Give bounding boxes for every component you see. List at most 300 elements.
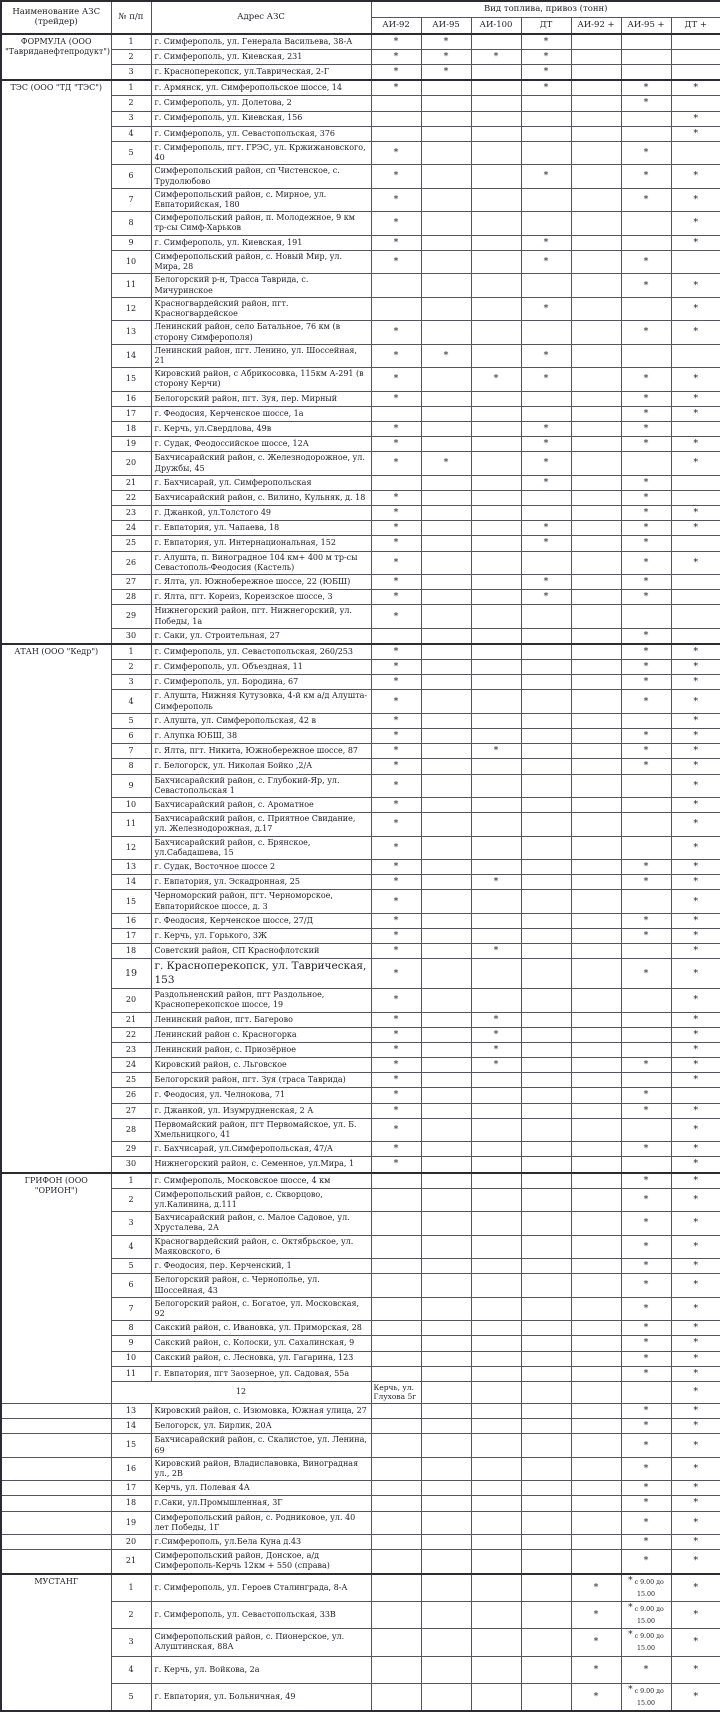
header-fuel-ai95: АИ-95	[421, 17, 471, 33]
fuel-cell	[471, 959, 521, 989]
fuel-cell: *	[371, 1073, 421, 1088]
fuel-cell	[421, 1381, 471, 1403]
fuel-cell	[421, 774, 471, 797]
station-address: г. Красноперекопск, ул. Таврическая, 153	[151, 959, 371, 989]
station-address: г. Симферополь, ул. Генерала Васильева, 38-А	[151, 34, 371, 50]
row-number: 12	[111, 1381, 371, 1403]
fuel-cell	[471, 422, 521, 437]
row-number: 26	[111, 1088, 151, 1103]
fuel-cell: *	[621, 1419, 671, 1434]
fuel-cell	[571, 65, 621, 81]
fuel-cell	[471, 1404, 521, 1419]
fuel-cell	[421, 813, 471, 836]
fuel-cell: *	[671, 391, 720, 406]
fuel-cell	[421, 690, 471, 713]
row-number: 13	[111, 1404, 151, 1419]
fuel-cell: *	[671, 212, 720, 235]
row-number: 1	[111, 1173, 151, 1189]
fuel-cell	[571, 1173, 621, 1189]
row-number: 5	[111, 713, 151, 728]
fuel-cell: *	[371, 1027, 421, 1042]
fuel-cell	[621, 989, 671, 1012]
header-fuel-dt: ДТ	[521, 17, 571, 33]
fuel-cell	[471, 1419, 521, 1434]
header-fuel-ai95-plus: АИ-95 +	[621, 17, 671, 33]
table-body	[1, 34, 720, 1711]
fuel-cell	[421, 713, 471, 728]
fuel-cell: *	[471, 368, 521, 391]
fuel-cell	[571, 1043, 621, 1058]
fuel-cell	[421, 1481, 471, 1496]
fuel-cell	[371, 1351, 421, 1366]
fuel-cell	[521, 1321, 571, 1336]
fuel-cell	[421, 1419, 471, 1434]
fuel-cell	[621, 1027, 671, 1042]
fuel-cell	[371, 1550, 421, 1574]
fuel-cell	[471, 437, 521, 452]
row-number: 2	[111, 96, 151, 111]
fuel-cell: *	[621, 506, 671, 521]
fuel-cell: *	[371, 250, 421, 273]
fuel-cell	[421, 551, 471, 574]
fuel-cell	[521, 1212, 571, 1235]
fuel-cell	[571, 391, 621, 406]
availability-star: *	[628, 1684, 633, 1695]
fuel-cell: *	[371, 551, 421, 574]
fuel-cell: *	[671, 1366, 720, 1381]
fuel-cell	[521, 875, 571, 890]
fuel-cell: *	[671, 1103, 720, 1118]
fuel-cell	[671, 34, 720, 50]
station-address: Красногвардейский район, с. Октябрьское, ул. Маяковского, 6	[151, 1235, 371, 1258]
row-number: 4	[111, 1656, 151, 1683]
fuel-cell: *	[371, 1088, 421, 1103]
station-address: г. Симферополь, ул. Киевская, 191	[151, 235, 371, 250]
row-number: 4	[111, 1235, 151, 1258]
fuel-cell	[521, 1434, 571, 1457]
fuel-cell	[471, 1602, 521, 1629]
fuel-cell: *	[571, 1683, 621, 1711]
row-number: 3	[111, 65, 151, 81]
fuel-cell: *	[571, 1656, 621, 1683]
fuel-cell	[471, 1118, 521, 1141]
table-row	[1, 1496, 720, 1511]
fuel-cell: *	[621, 1173, 671, 1189]
fuel-cell: *	[671, 875, 720, 890]
fuel-cell	[421, 1142, 471, 1157]
fuel-cell	[521, 1073, 571, 1088]
fuel-cell: *	[371, 759, 421, 774]
fuel-cell: *	[621, 1351, 671, 1366]
fuel-cell	[521, 690, 571, 713]
fuel-cell	[421, 368, 471, 391]
row-number: 3	[111, 1629, 151, 1656]
fuel-cell: *	[671, 813, 720, 836]
fuel-cell: *	[621, 321, 671, 344]
station-address: Белогорск, ул. Бирлик, 20А	[151, 1419, 371, 1434]
fuel-cell	[521, 1511, 571, 1534]
row-number: 23	[111, 506, 151, 521]
fuel-cell	[571, 1511, 621, 1534]
fuel-cell	[571, 1457, 621, 1480]
fuel-cell	[621, 605, 671, 628]
fuel-cell	[371, 1656, 421, 1683]
station-address: г. Евпатория, ул. Эскадронная, 25	[151, 875, 371, 890]
row-number: 19	[111, 437, 151, 452]
fuel-cell	[571, 1259, 621, 1274]
station-address: г. Симферополь, ул. Киевская, 231	[151, 49, 371, 64]
fuel-cell: *	[671, 297, 720, 320]
fuel-cell	[621, 1043, 671, 1058]
row-number: 4	[111, 690, 151, 713]
fuel-cell: *	[671, 452, 720, 475]
fuel-cell	[671, 490, 720, 505]
fuel-cell: *	[371, 490, 421, 505]
fuel-cell: *	[621, 1188, 671, 1211]
fuel-cell	[371, 406, 421, 421]
station-address: Ленинский район, пгт. Багерово	[151, 1012, 371, 1027]
fuel-cell: *	[371, 34, 421, 50]
fuel-cell: *	[371, 521, 421, 536]
fuel-cell	[471, 605, 521, 628]
station-address: г. Евпатория, ул. Больничная, 49	[151, 1683, 371, 1711]
fuel-cell	[621, 713, 671, 728]
trader-cell-empty	[1, 1496, 111, 1511]
fuel-cell: *	[671, 1602, 720, 1629]
station-address: Бахчисарайский район, с. Малое Садовое, ул. Хрусталева, 2А	[151, 1212, 371, 1235]
fuel-cell	[521, 1404, 571, 1419]
fuel-cell	[521, 1683, 571, 1711]
fuel-cell: *	[621, 628, 671, 644]
fuel-cell	[521, 644, 571, 660]
fuel-cell	[621, 1381, 671, 1403]
header-fuel-dt-plus: ДТ +	[671, 17, 720, 33]
fuel-cell	[571, 165, 621, 188]
fuel-cell: *	[621, 551, 671, 574]
fuel-cell	[471, 96, 521, 111]
fuel-cell	[521, 1381, 571, 1403]
fuel-cell: *	[621, 1366, 671, 1381]
fuel-cell: *	[621, 475, 671, 490]
fuel-cell	[471, 297, 521, 320]
fuel-cell: *	[521, 368, 571, 391]
fuel-cell	[421, 1188, 471, 1211]
station-address: Красногвардейский район, пгт. Красногвардейское	[151, 297, 371, 320]
station-address: г. Феодосия, пер. Керченский, 1	[151, 1259, 371, 1274]
fuel-cell	[471, 860, 521, 875]
fuel-cell	[371, 1602, 421, 1629]
fuel-cell	[421, 836, 471, 859]
fuel-cell	[471, 1457, 521, 1480]
fuel-cell	[471, 1656, 521, 1683]
fuel-cell	[421, 1259, 471, 1274]
fuel-cell	[471, 729, 521, 744]
fuel-cell	[571, 1336, 621, 1351]
fuel-cell	[521, 506, 571, 521]
fuel-cell: *	[371, 1157, 421, 1173]
fuel-cell	[521, 1173, 571, 1189]
fuel-cell	[471, 391, 521, 406]
fuel-cell: *	[671, 744, 720, 759]
station-address: Белогорский район, пгт. Зуя, пер. Мирный	[151, 391, 371, 406]
fuel-cell: *	[671, 774, 720, 797]
fuel-cell	[471, 1157, 521, 1173]
fuel-cell	[571, 274, 621, 297]
trader-name: ГРИФОН (ООО "ОРИОН")	[1, 1173, 111, 1404]
station-address: Белогорский район, с. Богатое, ул. Московская, 92	[151, 1297, 371, 1320]
fuel-cell: *	[421, 344, 471, 367]
station-address: Бахчисарайский район, с. Приятное Свидание, ул. Железнодорожная, д.17	[151, 813, 371, 836]
fuel-cell	[371, 1336, 421, 1351]
fuel-cell: *	[621, 188, 671, 211]
fuel-cell: *	[621, 1088, 671, 1103]
fuel-cell: *	[471, 1043, 521, 1058]
row-number: 6	[111, 165, 151, 188]
fuel-cell	[671, 536, 720, 551]
fuel-cell: *	[621, 1212, 671, 1235]
fuel-cell	[471, 628, 521, 644]
row-number: 15	[111, 890, 151, 913]
fuel-cell: *	[621, 644, 671, 660]
fuel-cell: *	[371, 506, 421, 521]
fuel-cell	[571, 1142, 621, 1157]
fuel-cell	[621, 1602, 671, 1629]
fuel-cell	[421, 644, 471, 660]
fuel-cell: *	[671, 644, 720, 660]
fuel-cell	[571, 644, 621, 660]
station-address: г. Керчь, ул. Горького, 3Ж	[151, 929, 371, 944]
fuel-cell: *	[621, 437, 671, 452]
fuel-cell: *	[671, 944, 720, 959]
fuel-cell	[471, 1481, 521, 1496]
row-number: 8	[111, 1321, 151, 1336]
fuel-cell	[421, 1366, 471, 1381]
fuel-cell	[471, 759, 521, 774]
station-address: г. Ялта, пгт. Никита, Южнобережное шоссе, 87	[151, 744, 371, 759]
fuel-cell	[571, 1235, 621, 1258]
station-address: Бахчисарайский район, с. Скалистое, ул. Ленина, 69	[151, 1434, 371, 1457]
trader-cell-empty	[1, 1535, 111, 1550]
fuel-cell	[671, 475, 720, 490]
fuel-cell	[471, 1550, 521, 1574]
fuel-cell	[421, 506, 471, 521]
fuel-cell	[521, 913, 571, 928]
fuel-cell: *	[671, 1321, 720, 1336]
fuel-cell: *	[371, 141, 421, 164]
station-address: г. Бахчисарай, ул.Симферопольская, 47/А	[151, 1142, 371, 1157]
row-number: 6	[111, 1274, 151, 1297]
fuel-cell: *	[371, 860, 421, 875]
station-address: Раздольненский район, пгт Раздольное, Красноперекопское шоссе, 19	[151, 989, 371, 1012]
table-row	[1, 1535, 720, 1550]
fuel-cell	[421, 1274, 471, 1297]
fuel-cell	[571, 1321, 621, 1336]
fuel-cell	[521, 1118, 571, 1141]
row-number: 14	[111, 875, 151, 890]
row-number: 20	[111, 452, 151, 475]
fuel-cell	[571, 452, 621, 475]
row-number: 2	[111, 660, 151, 675]
fuel-cell	[421, 628, 471, 644]
fuel-cell	[571, 1381, 621, 1403]
fuel-cell	[571, 913, 621, 928]
fuel-cell	[571, 944, 621, 959]
table-row	[1, 1550, 720, 1574]
table-row	[1, 644, 720, 660]
trader-cell-empty	[1, 1419, 111, 1434]
station-address: Симферопольский район, с. Пионерское, ул. Алуштинская, 88А	[151, 1629, 371, 1656]
fuel-cell: *	[371, 368, 421, 391]
station-address: Симферопольский район, с. Родниковое, ул. 40 лет Победы, 1Г	[151, 1511, 371, 1534]
availability-star: *	[628, 1575, 633, 1586]
fuel-cell: *	[371, 913, 421, 928]
station-address: Кировский район, с Абрикосовка, 115км А-291 (в сторону Керчи)	[151, 368, 371, 391]
fuel-cell	[371, 1321, 421, 1336]
row-number: 11	[111, 1366, 151, 1381]
station-address: Советский район, СП Краснофлотский	[151, 944, 371, 959]
row-number: 19	[111, 959, 151, 989]
fuel-cell	[471, 212, 521, 235]
row-number: 16	[111, 391, 151, 406]
fuel-cell	[621, 890, 671, 913]
station-address: г. Бахчисарай, ул. Симферопольская	[151, 475, 371, 490]
station-address: Белогорский р-н, Трасса Таврида, с. Мичуринское	[151, 274, 371, 297]
fuel-cell: *	[671, 111, 720, 126]
station-address: г. Алушта, п. Виноградное 104 км+ 400 м тр-сы Севастополь-Феодосия (Кастель)	[151, 551, 371, 574]
fuel-cell: *	[671, 1142, 720, 1157]
fuel-cell	[371, 1535, 421, 1550]
station-address: г. Евпатория, пгт Заозерное, ул. Садовая, 55а	[151, 1366, 371, 1381]
station-address: Бахчисарайский район, с. Железнодорожное, ул. Дружбы, 45	[151, 452, 371, 475]
fuel-cell	[421, 212, 471, 235]
fuel-cell: *	[671, 690, 720, 713]
fuel-cell	[471, 1629, 521, 1656]
fuel-cell	[371, 1259, 421, 1274]
fuel-cell	[621, 798, 671, 813]
fuel-cell: *	[671, 1683, 720, 1711]
fuel-cell	[421, 875, 471, 890]
fuel-cell	[471, 690, 521, 713]
station-address: Кировский район, с. Изюмовка, Южная улица, 27	[151, 1404, 371, 1419]
fuel-cell: *	[621, 929, 671, 944]
fuel-cell: *	[671, 675, 720, 690]
row-number: 3	[111, 1212, 151, 1235]
fuel-cell: *	[621, 490, 671, 505]
fuel-cell	[421, 1683, 471, 1711]
station-address: г. Армянск, ул. Симферопольское шоссе, 14	[151, 80, 371, 96]
fuel-cell	[571, 590, 621, 605]
row-number: 21	[111, 475, 151, 490]
fuel-cell	[471, 575, 521, 590]
fuel-cell	[421, 913, 471, 928]
fuel-cell: *	[621, 165, 671, 188]
fuel-cell	[571, 1027, 621, 1042]
row-number: 3	[111, 675, 151, 690]
station-address: Симферопольский район, с. Новый Мир, ул. Мира, 28	[151, 250, 371, 273]
fuel-cell: *	[671, 1457, 720, 1480]
fuel-cell	[571, 111, 621, 126]
station-address: г. Судак, Восточное шоссе 2	[151, 860, 371, 875]
fuel-cell	[421, 1321, 471, 1336]
row-number: 14	[111, 1419, 151, 1434]
fuel-cell	[421, 1496, 471, 1511]
row-number: 1	[111, 80, 151, 96]
fuel-cell	[421, 490, 471, 505]
fuel-cell	[421, 1212, 471, 1235]
fuel-cell	[521, 1012, 571, 1027]
row-number: 22	[111, 1027, 151, 1042]
fuel-cell: *	[521, 49, 571, 64]
availability-star: *	[628, 1603, 633, 1613]
row-number: 1	[111, 34, 151, 50]
station-address: г. Феодосия, Керченское шоссе, 1а	[151, 406, 371, 421]
fuel-cell	[621, 212, 671, 235]
fuel-cell	[421, 1103, 471, 1118]
fuel-cell	[471, 452, 521, 475]
fuel-cell: *	[521, 235, 571, 250]
fuel-cell: *	[671, 165, 720, 188]
fuel-cell: *	[571, 1629, 621, 1656]
fuel-cell	[621, 813, 671, 836]
fuel-cell	[471, 344, 521, 367]
fuel-cell	[421, 1336, 471, 1351]
row-number: 4	[111, 126, 151, 141]
fuel-cell	[421, 729, 471, 744]
fuel-cell	[521, 989, 571, 1012]
station-address: Симферопольский район, Донское, а/д Симферополь-Керчь 12км + 550 (справа)	[151, 1550, 371, 1574]
fuel-cell: *	[571, 1574, 621, 1602]
fuel-cell	[571, 551, 621, 574]
fuel-cell	[521, 1297, 571, 1320]
fuel-cell	[521, 1496, 571, 1511]
fuel-cell	[421, 126, 471, 141]
station-address: г. Симферополь, ул. Севастопольская, 260/253	[151, 644, 371, 660]
fuel-cell	[521, 96, 571, 111]
fuel-cell	[421, 165, 471, 188]
time-restriction-note: с 9.00 до 15.00	[632, 1633, 664, 1653]
fuel-cell: *	[521, 437, 571, 452]
fuel-cell	[471, 713, 521, 728]
fuel-cell	[571, 1550, 621, 1574]
fuel-cell: *	[371, 1118, 421, 1141]
fuel-cell	[571, 675, 621, 690]
fuel-cell	[371, 1297, 421, 1320]
fuel-cell: *	[371, 575, 421, 590]
station-address: Белогорский район, пгт. Зуя (траса Таврида)	[151, 1073, 371, 1088]
row-number: 13	[111, 860, 151, 875]
fuel-cell	[421, 321, 471, 344]
row-number: 24	[111, 1058, 151, 1073]
fuel-cell	[421, 1297, 471, 1320]
fuel-cell: *	[371, 536, 421, 551]
fuel-cell	[371, 1496, 421, 1511]
fuel-cell	[571, 34, 621, 50]
fuel-cell: *	[371, 1142, 421, 1157]
fuel-cell	[521, 890, 571, 913]
fuel-cell: *	[621, 1550, 671, 1574]
fuel-cell: *	[371, 875, 421, 890]
fuel-cell	[571, 1073, 621, 1088]
trader-cell-empty	[1, 1434, 111, 1457]
fuel-cell: *	[671, 1656, 720, 1683]
fuel-cell	[571, 628, 621, 644]
fuel-cell: *	[371, 713, 421, 728]
fuel-cell	[521, 929, 571, 944]
fuel-cell	[521, 391, 571, 406]
fuel-cell	[471, 1511, 521, 1534]
station-address: г. Феодосия, Керченское шоссе, 27/Д	[151, 913, 371, 928]
fuel-cell	[571, 1481, 621, 1496]
